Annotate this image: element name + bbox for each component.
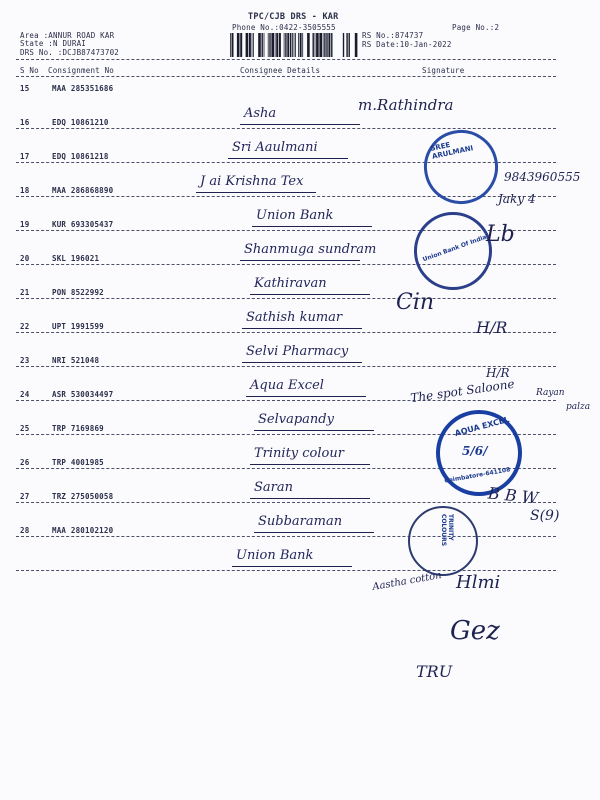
row-consignee: Trinity colour	[254, 446, 344, 461]
row-consignment-no: NRI 521048	[52, 356, 100, 365]
consignee-underline	[196, 192, 316, 193]
stamp-text: AQUA EXCEL	[453, 414, 511, 439]
signature-21: H/R	[486, 366, 510, 380]
phone-note: 9843960555	[504, 170, 581, 184]
row-sno: 19	[20, 220, 30, 229]
consignee-underline	[240, 260, 360, 261]
drs-number: DRS No. :DCJB87473702	[20, 48, 120, 57]
row-divider	[16, 502, 556, 503]
barcode-bar	[319, 33, 322, 57]
consignee-underline	[242, 362, 362, 363]
barcode-bar	[253, 33, 254, 57]
barcode-bar	[285, 33, 286, 57]
barcode-bar	[300, 33, 302, 57]
row-consignee: Shanmuga sundram	[244, 242, 377, 257]
page-number: Page No.:2	[452, 23, 500, 32]
row-consignee: Selvapandy	[258, 412, 334, 427]
barcode-bar	[313, 33, 314, 57]
consignee-underline	[246, 396, 366, 397]
column-sno: S No	[20, 66, 39, 75]
tru-note: TRU	[416, 662, 453, 681]
row-consignee: Sathish kumar	[246, 310, 343, 325]
row-divider	[16, 332, 556, 333]
row-consignment-no: UPT 1991599	[52, 322, 104, 331]
row-consignment-no: MAA 280102120	[52, 526, 114, 535]
barcode-bar	[355, 33, 358, 57]
barcode-bar	[326, 33, 327, 57]
barcode-bar	[315, 33, 316, 57]
row-sno: 21	[20, 288, 30, 297]
row-consignment-no: EDQ 10861210	[52, 118, 109, 127]
consignee-underline	[228, 158, 348, 159]
barcode-bar	[287, 33, 289, 57]
consignee-underline	[254, 430, 374, 431]
barcode-bar	[298, 33, 299, 57]
stamp-text: TRINITY COLOURS	[440, 514, 454, 547]
signature-20: H/R	[476, 318, 508, 337]
row-consignee: Kathiravan	[254, 276, 327, 291]
barcode-bar	[346, 33, 347, 57]
row-divider	[16, 128, 556, 129]
spot-note: The spot Saloone	[409, 376, 516, 406]
row-sno: 17	[20, 152, 30, 161]
row-sno: 26	[20, 458, 30, 467]
row-sno: 25	[20, 424, 30, 433]
signature-27: Gez	[450, 616, 500, 646]
row-consignment-no: TRZ 275050058	[52, 492, 114, 501]
barcode-bar	[264, 33, 265, 57]
report-title: TPC/CJB DRS - KAR	[248, 12, 339, 22]
row-consignment-no: KUR 693305437	[52, 220, 114, 229]
stamp-text: Union Bank Of India	[421, 233, 488, 264]
row-consignment-no: SKL 196021	[52, 254, 100, 263]
row-consignment-no: EDQ 10861218	[52, 152, 109, 161]
barcode-bar	[331, 33, 332, 57]
row-consignee: Sri Aaulmani	[232, 140, 318, 155]
barcode-bar	[269, 33, 270, 57]
row-divider	[16, 570, 556, 571]
row-consignment-no: MAA 286868890	[52, 186, 114, 195]
barcode-icon	[230, 33, 358, 57]
barcode-bar	[294, 33, 295, 57]
phone-number: Phone No.:0422-3505555	[232, 23, 336, 32]
row-consignee: Union Bank	[236, 548, 314, 563]
consignee-underline	[254, 532, 374, 533]
barcode-bar	[279, 33, 281, 57]
row-sno: 15	[20, 84, 30, 93]
row-divider	[16, 400, 556, 401]
header-rule-bottom	[16, 76, 556, 77]
row-sno: 22	[20, 322, 30, 331]
row-sno: 23	[20, 356, 30, 365]
union-bank-stamp	[414, 212, 492, 290]
row-sno: 18	[20, 186, 30, 195]
barcode-bar	[324, 33, 325, 57]
row-consignment-no: ASR 530034497	[52, 390, 114, 399]
row-consignee: Asha	[244, 106, 277, 121]
row-sno: 24	[20, 390, 30, 399]
row-consignment-no: MAA 285351686	[52, 84, 114, 93]
rs-date: RS Date:10-Jan-2022	[362, 40, 452, 49]
sree-arulmani-stamp	[417, 123, 505, 211]
signature-15: m.Rathindra	[358, 96, 454, 114]
consignee-underline	[232, 566, 352, 567]
barcode-bar	[275, 33, 276, 57]
barcode-bar	[343, 33, 344, 57]
palza-note: palza	[566, 402, 591, 412]
aqua-excel-stamp	[436, 410, 522, 496]
signature-19: Cin	[396, 290, 435, 315]
stamp-text: SREE ARULMANI	[429, 140, 474, 161]
row-consignment-no: TRP 4001985	[52, 458, 104, 467]
state-field: State :N DURAI	[20, 39, 87, 48]
row-consignee: Subbaraman	[258, 514, 343, 529]
row-consignee: Saran	[254, 480, 293, 495]
barcode-bar	[295, 33, 296, 57]
row-sno: 28	[20, 526, 30, 535]
column-consignment: Consignment No	[48, 66, 115, 75]
column-consignee: Consignee Details	[240, 66, 321, 75]
barcode-bar	[230, 33, 231, 57]
barcode-bar	[307, 33, 310, 57]
row-divider	[16, 298, 556, 299]
stamp-text: Coimbatore-641108	[443, 466, 511, 485]
row-consignment-no: PON 8522992	[52, 288, 104, 297]
consignee-underline	[250, 294, 370, 295]
barcode-bar	[237, 33, 240, 57]
barcode-bar	[302, 33, 303, 57]
rayan-note: Rayan	[536, 388, 565, 398]
consignee-underline	[240, 124, 360, 125]
header-rule-top	[16, 59, 556, 60]
barcode-bar	[252, 33, 253, 57]
row-consignment-no: TRP 7169869	[52, 424, 104, 433]
row-sno: 27	[20, 492, 30, 501]
consignee-underline	[242, 328, 362, 329]
barcode-bar	[284, 33, 285, 57]
barcode-bar	[246, 33, 249, 57]
barcode-bar	[349, 33, 350, 57]
bbw-note: B B W	[487, 483, 539, 508]
signature-26: Hlmi	[456, 572, 501, 593]
rs-number: RS No.:874737	[362, 31, 424, 40]
signature-18: Lb	[486, 222, 515, 247]
barcode-bar	[258, 33, 261, 57]
consignee-underline	[250, 464, 370, 465]
row-consignee: Aqua Excel	[250, 378, 324, 393]
barcode-bar	[249, 33, 251, 57]
consignee-underline	[252, 226, 372, 227]
barcode-bar	[290, 33, 291, 57]
barcode-bar	[276, 33, 278, 57]
trinity-colours-stamp	[408, 506, 478, 576]
row-consignee: Selvi Pharmacy	[246, 344, 349, 359]
row-consignee: J ai Krishna Tex	[200, 174, 304, 189]
stamp-date: 5/6/	[462, 444, 488, 458]
column-signature: Signature	[422, 66, 465, 75]
row-sno: 20	[20, 254, 30, 263]
barcode-bar	[292, 33, 293, 57]
barcode-bar	[323, 33, 324, 57]
area-field: Area :ANNUR ROAD KAR	[20, 31, 115, 40]
barcode-bar	[262, 33, 263, 57]
row-consignee: Union Bank	[256, 208, 334, 223]
barcode-bar	[328, 33, 330, 57]
barcode-bar	[240, 33, 242, 57]
signature-17: Jaky 4	[498, 192, 536, 206]
consignee-underline	[250, 498, 370, 499]
barcode-bar	[268, 33, 269, 57]
row-sno: 16	[20, 118, 30, 127]
barcode-bar	[271, 33, 274, 57]
barcode-bar	[232, 33, 234, 57]
row-divider	[16, 366, 556, 367]
barcode-bar	[316, 33, 319, 57]
signature-24: S(9)	[530, 508, 560, 524]
aastha-note: Aastha cotton	[371, 570, 443, 593]
